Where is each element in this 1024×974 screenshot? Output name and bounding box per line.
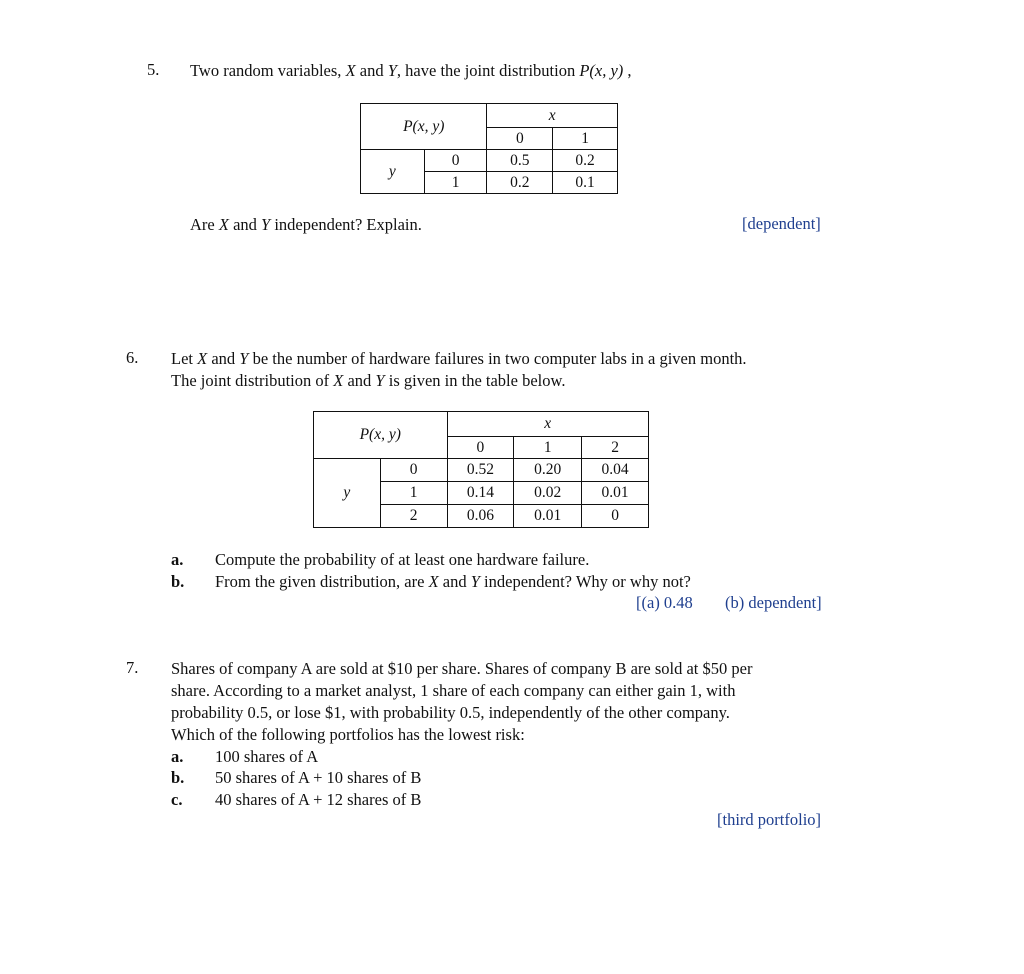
q5-cell: 0.2 bbox=[553, 150, 618, 172]
q5-number: 5. bbox=[147, 60, 160, 79]
q5-question-and: and bbox=[228, 215, 262, 234]
q6-cell: 0.06 bbox=[447, 505, 514, 528]
q6-answer-a: [(a) 0.48 bbox=[636, 593, 693, 612]
q6-part-b-b: and bbox=[438, 572, 471, 591]
q7-line2: share. According to a market analyst, 1 share of each company can either gain 1, with bbox=[171, 681, 736, 700]
q5-text-prefix: Two random variables, bbox=[190, 61, 346, 80]
q5-var-y: Y bbox=[387, 61, 397, 80]
q6-part-b-text bbox=[215, 571, 691, 593]
q5-x-value: 0 bbox=[487, 128, 553, 150]
q7-option-b-letter: b. bbox=[171, 768, 185, 787]
q6-cell: 0.14 bbox=[447, 482, 514, 505]
q6-part-b-x: X bbox=[428, 572, 439, 591]
q7-number: 7. bbox=[126, 658, 139, 677]
q6-line2-a: The joint distribution of bbox=[171, 371, 334, 390]
q6-cell: 0.02 bbox=[514, 482, 582, 505]
q7-option-c-letter: c. bbox=[171, 790, 183, 809]
q6-joint-table bbox=[313, 411, 649, 528]
q7-line3: probability 0.5, or lose $1, with probability 0.5, independently of the other company. bbox=[171, 703, 730, 722]
q6-table-corner: P(x, y) bbox=[314, 412, 448, 459]
q5-question bbox=[190, 214, 422, 236]
q6-cell: 0.20 bbox=[514, 459, 582, 482]
q5-y-value: 1 bbox=[424, 172, 487, 194]
q6-line2-x: X bbox=[333, 371, 344, 390]
q7-option-a-text: 100 shares of A bbox=[215, 747, 319, 766]
q5-text-suffix: , have the joint distribution bbox=[396, 61, 580, 80]
q5-table-x-label: x bbox=[487, 104, 618, 128]
q6-part-b-c: independent? Why or why not? bbox=[479, 572, 691, 591]
q5-var-x: X bbox=[345, 61, 356, 80]
q7-option-c-text: 40 shares of A + 12 shares of B bbox=[215, 790, 422, 809]
q5-table-y-label: y bbox=[361, 150, 425, 194]
q7-option-b-text: 50 shares of A + 10 shares of B bbox=[215, 768, 422, 787]
q6-answer-b: (b) dependent] bbox=[725, 593, 822, 612]
q5-dist: P(x, y) bbox=[579, 61, 624, 80]
q6-line1-x: X bbox=[197, 349, 208, 368]
q7-answer: [third portfolio] bbox=[717, 810, 822, 829]
q6-y-value: 1 bbox=[380, 482, 447, 505]
q6-cell: 0.01 bbox=[514, 505, 582, 528]
q6-line2-b: and bbox=[343, 371, 376, 390]
q6-x-value: 2 bbox=[582, 437, 649, 459]
q6-line1-y: Y bbox=[239, 349, 249, 368]
q5-cell: 0.1 bbox=[553, 172, 618, 194]
q5-answer: [dependent] bbox=[742, 214, 821, 233]
q5-cell: 0.5 bbox=[487, 150, 553, 172]
q5-joint-table bbox=[360, 103, 618, 194]
q6-x-value: 0 bbox=[447, 437, 514, 459]
q6-y-value: 2 bbox=[380, 505, 447, 528]
q7-option-a-letter: a. bbox=[171, 747, 184, 766]
q6-cell: 0.04 bbox=[582, 459, 649, 482]
q6-y-value: 0 bbox=[380, 459, 447, 482]
q6-line1-a: Let bbox=[171, 349, 198, 368]
q6-line1-c: be the number of hardware failures in two computer labs in a given month. bbox=[248, 349, 747, 368]
q6-table-y-label: y bbox=[314, 459, 381, 528]
q5-and: and bbox=[355, 61, 388, 80]
q5-statement bbox=[190, 60, 632, 82]
q5-end: , bbox=[623, 61, 632, 80]
q6-part-b-y: Y bbox=[470, 572, 480, 591]
q6-line2-y: Y bbox=[375, 371, 385, 390]
q6-part-b-a: From the given distribution, are bbox=[215, 572, 429, 591]
q5-question-post: independent? Explain. bbox=[270, 215, 422, 234]
q6-line1 bbox=[171, 348, 747, 370]
q6-number: 6. bbox=[126, 348, 139, 367]
q6-cell: 0.52 bbox=[447, 459, 514, 482]
q5-question-pre: Are bbox=[190, 215, 219, 234]
q5-question-x: X bbox=[218, 215, 229, 234]
q6-part-a-letter: a. bbox=[171, 550, 184, 569]
q5-cell: 0.2 bbox=[487, 172, 553, 194]
q6-table-x-label: x bbox=[447, 412, 649, 437]
q6-line2 bbox=[171, 370, 565, 392]
q5-x-value: 1 bbox=[553, 128, 618, 150]
q6-line1-b: and bbox=[207, 349, 240, 368]
q6-line2-c: is given in the table below. bbox=[384, 371, 566, 390]
q5-y-value: 0 bbox=[424, 150, 487, 172]
q6-cell: 0 bbox=[582, 505, 649, 528]
q6-part-b-letter: b. bbox=[171, 572, 185, 591]
q5-question-y: Y bbox=[261, 215, 271, 234]
q5-table-corner: P(x, y) bbox=[361, 104, 487, 150]
q7-line4: Which of the following portfolios has the lowest risk: bbox=[171, 725, 525, 744]
q6-cell: 0.01 bbox=[582, 482, 649, 505]
q6-part-a-text: Compute the probability of at least one hardware failure. bbox=[215, 550, 590, 569]
q6-x-value: 1 bbox=[514, 437, 582, 459]
q7-line1: Shares of company A are sold at $10 per share. Shares of company B are sold at $50 per bbox=[171, 659, 753, 678]
